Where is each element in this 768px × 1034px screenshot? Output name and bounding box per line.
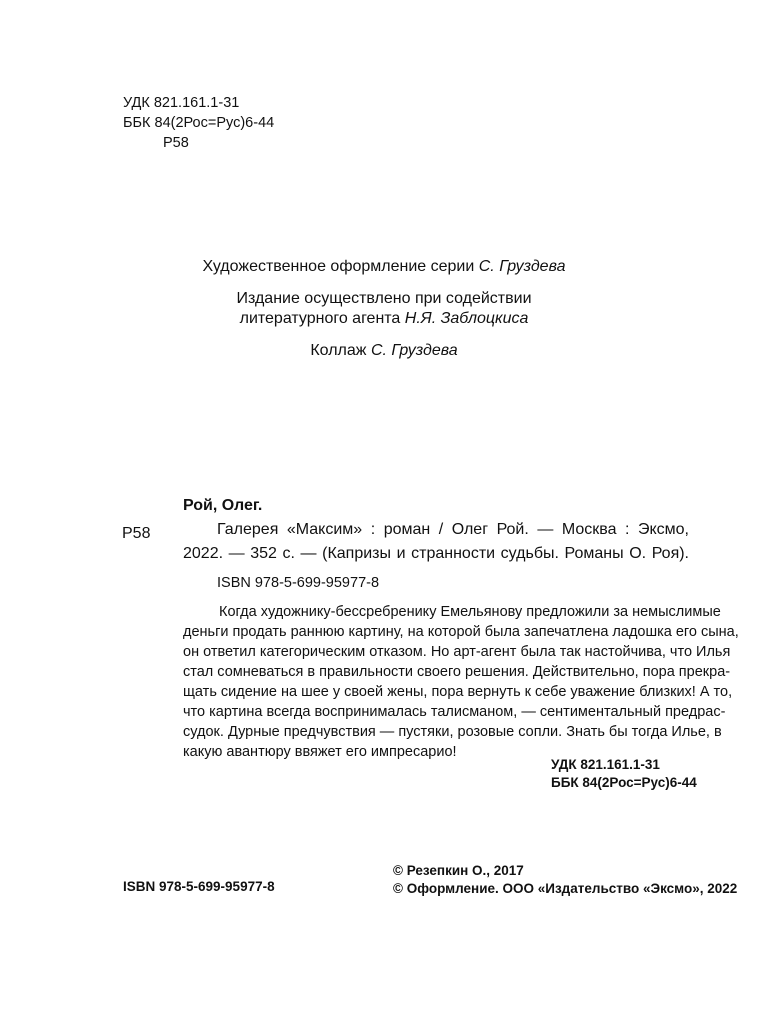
annotation-line: Когда художнику-бессребренику Емельянову предложили за немыслимые	[219, 604, 721, 620]
publication-credit-prefix: литературного агента	[239, 310, 405, 327]
annotation-line: судок. Дурные предчувствия — пустяки, розовые сопли. Знать бы тогда Илье, в	[183, 724, 722, 740]
annotation-line: стал сомневаться в правильности своего решения. Действительно, пора прекра-	[183, 664, 731, 680]
collage-credit-prefix: Коллаж	[310, 342, 371, 359]
top-bbk: ББК 84(2Рос=Рус)6-44	[123, 115, 275, 131]
publication-credit-line1: Издание осуществлено при содействии	[236, 290, 532, 307]
top-author-mark: Р58	[163, 135, 189, 151]
annotation-text	[183, 603, 739, 763]
design-credit	[0, 257, 768, 277]
annotation-udk: УДК 821.161.1-31	[551, 757, 660, 772]
top-udk: УДК 821.161.1-31	[123, 95, 240, 111]
annotation-line: щать сидение на шее у своей жены, пора вернуть к себе уважение близких! А то,	[183, 684, 733, 700]
annotation-line: деньги продать раннюю картину, на которой была запечатлена ладошка его сына,	[183, 624, 739, 640]
collage-credit	[0, 341, 768, 361]
annotation-line: какую авантюру ввяжет его импресарио!	[183, 744, 457, 760]
record-description-line2: 2022. — 352 с. — (Капризы и странности судьбы. Романы О. Роя).	[183, 545, 689, 562]
footer-copyright-publisher: © Оформление. ООО «Издательство «Эксмо», 2022	[393, 881, 738, 896]
credits-block	[0, 257, 768, 361]
record-description-line1: Галерея «Максим» : роман / Олег Рой. — Москва : Эксмо,	[217, 521, 689, 538]
record-isbn: ISBN 978-5-699-95977-8	[217, 575, 380, 591]
footer-isbn: ISBN 978-5-699-95977-8	[123, 879, 275, 894]
publication-agent-name: Н.Я. Заблоцкиса	[404, 310, 529, 327]
publication-credit-line2	[0, 309, 768, 329]
collage-credit-name: С. Груздева	[370, 342, 458, 359]
record-author-mark: Р58	[122, 525, 151, 542]
annotation-line: что картина всегда воспринималась талисманом, — сентиментальный предрас-	[183, 704, 726, 720]
spacer	[0, 277, 768, 289]
design-credit-prefix: Художественное оформление серии	[202, 258, 479, 275]
annotation-bbk: ББК 84(2Рос=Рус)6-44	[551, 775, 697, 790]
design-credit-name: С. Груздева	[478, 258, 566, 275]
footer-copyright-author: © Резепкин О., 2017	[393, 863, 524, 878]
annotation-line: он ответил категорическим отказом. Но арт-агент была так настойчива, что Илья	[183, 644, 731, 660]
record-author: Рой, Олег.	[183, 497, 263, 514]
spacer	[0, 329, 768, 341]
